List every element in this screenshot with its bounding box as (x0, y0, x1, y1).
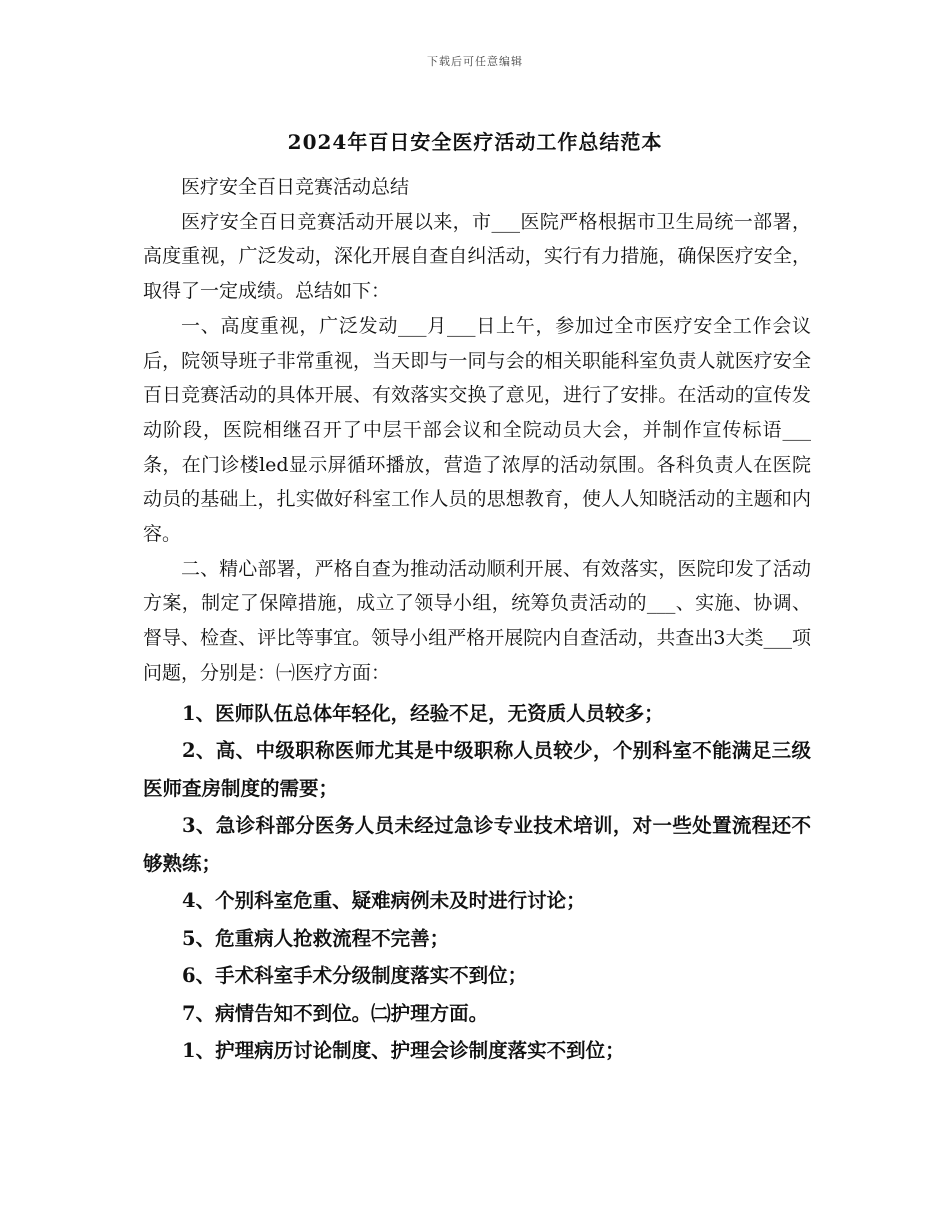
paragraph-subtitle: 医疗安全百日竞赛活动总结 (181, 176, 410, 198)
document-body (143, 170, 811, 1070)
page-header: 下载后可任意编辑 (427, 55, 523, 68)
paragraph-section-two: 二、精心部署，严格自查为推动活动顺利开展、有效落实，医院印发了活动方案，制定了保障措施，成立了领导小组，统筹负责活动的___、实施、协调、督导、检查、评比等事宜。领导小组严格开展院内自查活动，共查出3大类___项问题，分别是：㈠医疗方面： (143, 557, 811, 684)
issue-item: 1、护理病历讨论制度、护理会诊制度落实不到位； (182, 1039, 625, 1063)
issue-item: 2、高、中级职称医师尤其是中级职称人员较少，个别科室不能满足三级医师查房制度的需要； (143, 739, 811, 800)
issue-item: 4、个别科室危重、疑难病例未及时进行讨论； (182, 889, 586, 913)
document-title: 2024年百日安全医疗活动工作总结范本 (287, 130, 663, 154)
paragraph-intro: 医疗安全百日竞赛活动开展以来，市___医院严格根据市卫生局统一部署，高度重视，广泛发动，深化开展自查自纠活动，实行有力措施，确保医疗安全，取得了一定成绩。总结如下： (143, 210, 811, 303)
issue-item: 6、手术科室手术分级制度落实不到位； (182, 964, 528, 988)
paragraph-section-one: 一、高度重视，广泛发动___月___日上午，参加过全市医疗安全工作会议后，院领导班子非常重视，当天即与一同与会的相关职能科室负责人就医疗安全百日竞赛活动的具体开展、有效落实交换了意见，进行了安排。在活动的宣传发动阶段，医院相继召开了中层干部会议和全院动员大会，并制作宣传标语___条，在门诊楼led显示屏循环播放，营造了浓厚的活动氛围。各科负责人在医院动员的基础上，扎实做好科室工作人员的思想教育，使人人知晓活动的主题和内容。 (143, 314, 811, 546)
issue-item: 3、急诊科部分医务人员未经过急诊专业技术培训，对一些处置流程还不够熟练； (143, 814, 811, 875)
issue-list (143, 695, 811, 1070)
issue-item: 1、医师队伍总体年轻化，经验不足，无资质人员较多； (182, 701, 664, 725)
issue-item: 7、病情告知不到位。㈡护理方面。 (182, 1001, 489, 1025)
issue-item: 5、危重病人抢救流程不完善； (182, 926, 450, 950)
